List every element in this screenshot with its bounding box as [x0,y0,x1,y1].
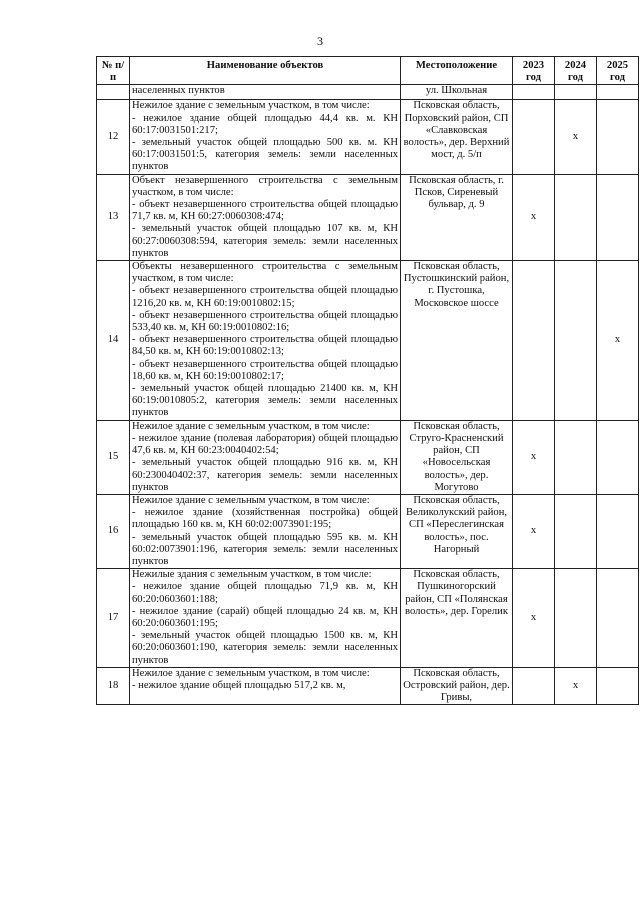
mark-2024: x [555,667,597,705]
object-description [130,420,401,494]
mark-2024 [555,261,597,421]
mark-2024 [555,569,597,668]
description-line: Нежилое здание с земельным участком, в том числе: [132,667,370,679]
description-line: - нежилое здание (полевая лаборатория) общей площадью 47,6 кв. м, КН 60:23:0040402:54; [132,432,398,457]
description-line: Нежилое здание с земельным участком, в том числе: [132,100,370,112]
description-line: Объект незавершенного строительства с земельным участком, в том числе: [132,174,398,198]
table-row [97,174,639,260]
row-number: 13 [97,174,130,260]
row-number: 18 [97,667,130,705]
mark-2024 [555,494,597,568]
header-name: Наименование объектов [130,57,401,85]
row-number: 16 [97,494,130,568]
header-2025: 2025 год [597,57,639,85]
mark-2024: x [555,100,597,174]
description-line: - нежилое здание общей площадью 44,4 кв. м. КН 60:17:0031501:217; [132,112,398,136]
description-line: - земельный участок общей площадью 916 кв. м, КН 60:230040402:37, категория земель: земли населенных пунктов [132,457,398,493]
object-location: Псковская область, Островский район, дер. Гривы, [401,667,513,705]
table-row [97,100,639,174]
object-location: Псковская область, Струго-Красненский район, СП «Новосельская волость», дер. Могутово [401,420,513,494]
description-line: - земельный участок общей площадью 500 кв. м. КН 60:17:0031501:5, категория земель: земли населенных пунктов [132,137,398,173]
continuation-row [97,85,639,100]
mark-2025 [597,174,639,260]
page-number: 3 [317,34,323,48]
description-line: - объект незавершенного строительства общей площадью 533,40 кв. м, КН 60:19:0010802:16; [132,309,398,334]
description-line: Нежилые здания с земельным участком, в том числе: [132,569,372,581]
mark-2023: x [513,494,555,568]
description-line: - объект незавершенного строительства общей площадью 84,50 кв. м, КН 60:19:0010802:13; [132,334,398,358]
object-description [130,667,401,705]
description-line: - объект незавершенного строительства общей площадью 1216,20 кв. м, КН 60:19:0010802:15; [132,285,398,309]
description-line: - нежилое здание общей площадью 517,2 кв. м, [132,679,346,691]
table-row [97,494,639,568]
mark-2025 [597,420,639,494]
mark-2025 [597,667,639,705]
header-location: Местоположение [401,57,513,85]
objects-table [96,56,639,705]
mark-2023: x [513,174,555,260]
continuation-location: ул. Школьная [401,85,513,100]
row-number: 14 [97,261,130,421]
mark-2023: x [513,420,555,494]
description-line: Нежилое здание с земельным участком, в том числе: [132,420,370,432]
object-location: Псковская область, Великолукский район, СП «Переслегинская волость», пос. Нагорный [401,494,513,568]
description-line: - объект незавершенного строительства общей площадью 18,60 кв. м, КН 60:19:0010802:17; [132,358,398,382]
object-description [130,100,401,174]
mark-2023 [513,667,555,705]
object-description [130,494,401,568]
description-line: - земельный участок общей площадью 107 кв. м, КН 60:27:0060308:594, категория земель: земли населенных пунктов [132,223,398,259]
table-row [97,420,639,494]
object-location: Псковская область, Пушкиногорский район, СП «Полянская волость», дер. Горелик [401,569,513,668]
mark-2024 [555,420,597,494]
description-line: - земельный участок общей площадью 21400 кв. м, КН 60:19:0010805:2, категория земель: земли населенных пунктов [132,383,398,419]
mark-2025 [597,100,639,174]
object-location: Псковская область, Пустошкинский район, г. Пустошка, Московское шоссе [401,261,513,421]
row-number: 17 [97,569,130,668]
mark-2025 [597,494,639,568]
header-2023: 2023 год [513,57,555,85]
description-line: - объект незавершенного строительства общей площадью 71,7 кв. м, КН 60:27:0060308:474; [132,199,398,223]
mark-2025 [597,569,639,668]
description-line: - земельный участок общей площадью 1500 кв. м, КН 60:20:0603601:190, категория земель: земли населенных пунктов [132,630,398,666]
mark-2023 [513,261,555,421]
table-header-row [97,57,639,85]
object-description [130,261,401,421]
mark-2024 [555,174,597,260]
mark-2023: x [513,569,555,668]
mark-2025: x [597,261,639,421]
table-row [97,261,639,421]
header-num: № п/п [97,57,130,85]
description-line: Объекты незавершенного строительства с земельным участком, в том числе: [132,261,398,285]
description-line: Нежилое здание с земельным участком, в том числе: [132,494,370,506]
object-location: Псковская область, г. Псков, Сиреневый бульвар, д. 9 [401,174,513,260]
table-row [97,569,639,668]
object-location: Псковская область, Порховский район, СП «Славковская волость», дер. Верхний мост, д. 5/п [401,100,513,174]
row-number: 12 [97,100,130,174]
object-description [130,569,401,668]
continuation-name: населенных пунктов [130,85,401,100]
header-2024: 2024 год [555,57,597,85]
description-line: - нежилое здание (хозяйственная постройка) общей площадью 160 кв. м, КН 60:02:0073901:195; [132,507,398,531]
description-line: - земельный участок общей площадью 595 кв. м. КН 60:02:0073901:196, категория земель: земли населенных пунктов [132,531,398,567]
description-line: - нежилое здание общей площадью 71,9 кв. м, КН 60:20:0603601:188; [132,581,398,605]
table-row [97,667,639,705]
description-line: - нежилое здание (сарай) общей площадью 24 кв. м, КН 60:20:0603601:195; [132,605,398,629]
object-description [130,174,401,260]
row-number: 15 [97,420,130,494]
mark-2023 [513,100,555,174]
